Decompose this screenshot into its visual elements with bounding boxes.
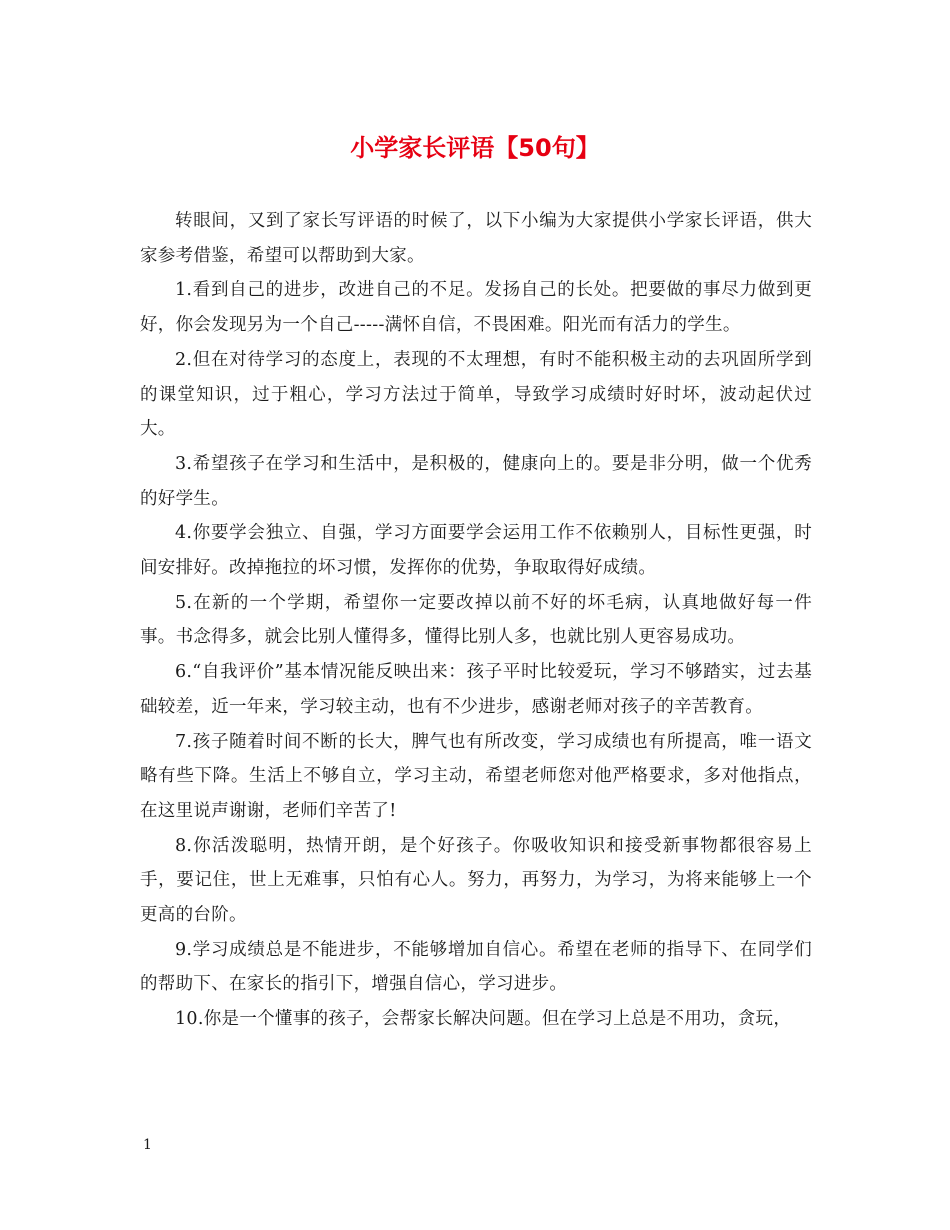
comment-item-10: 10.你是一个懂事的孩子，会帮家长解决问题。但在学习上总是不用功，贪玩， [175, 1009, 792, 1030]
comment-item-8: 8.你活泼聪明，热情开朗，是个好孩子。你吸收知识和接受新事物都很容易上手，要记住，世上无难事，只怕有心人。努力，再努力，为学习，为将来能够上一个更高的台阶。 [140, 835, 812, 926]
comment-item-9: 9.学习成绩总是不能进步，不能够增加自信心。希望在老师的指导下、在同学们的帮助下、在家长的指引下，增强自信心，学习进步。 [140, 939, 812, 995]
intro-paragraph: 转眼间，又到了家长写评语的时候了，以下小编为大家提供小学家长评语，供大家参考借鉴，希望可以帮助到大家。 [140, 211, 812, 266]
comment-item-2: 2.但在对待学习的态度上，表现的不太理想，有时不能积极主动的去巩固所学到的课堂知识，过于粗心，学习方法过于简单，导致学习成绩时好时坏，波动起伏过大。 [140, 349, 812, 440]
comment-item-6: 6.“自我评价”基本情况能反映出来：孩子平时比较爱玩，学习不够踏实，过去基础较差，近一年来，学习较主动，也有不少进步，感谢老师对孩子的辛苦教育。 [140, 662, 812, 717]
comment-item-3: 3.希望孩子在学习和生活中，是积极的，健康向上的。要是非分明，做一个优秀的好学生。 [140, 453, 812, 509]
comment-item-7: 7.孩子随着时间不断的长大，脾气也有所改变，学习成绩也有所提高，唯一语文略有些下降。生活上不够自立，学习主动，希望老师您对他严格要求，多对他指点，在这里说声谢谢，老师们辛苦了! [140, 731, 812, 821]
comment-item-4: 4.你要学会独立、自强，学习方面要学会运用工作不依赖别人，目标性更强，时间安排好。改掉拖拉的坏习惯，发挥你的优势，争取取得好成绩。 [140, 523, 812, 579]
document-body [140, 204, 812, 1037]
page-number: 1 [143, 1137, 152, 1153]
comment-item-1: 1.看到自己的进步，改进自己的不足。发扬自己的长处。把要做的事尽力做到更好，你会发现另为一个自己-----满怀自信，不畏困难。阳光而有活力的学生。 [140, 280, 812, 336]
document-title: 小学家长评语【50句】 [350, 134, 600, 162]
comment-item-5: 5.在新的一个学期，希望你一定要改掉以前不好的坏毛病，认真地做好每一件事。书念得多，就会比别人懂得多，懂得比别人多，也就比别人更容易成功。 [140, 592, 812, 648]
